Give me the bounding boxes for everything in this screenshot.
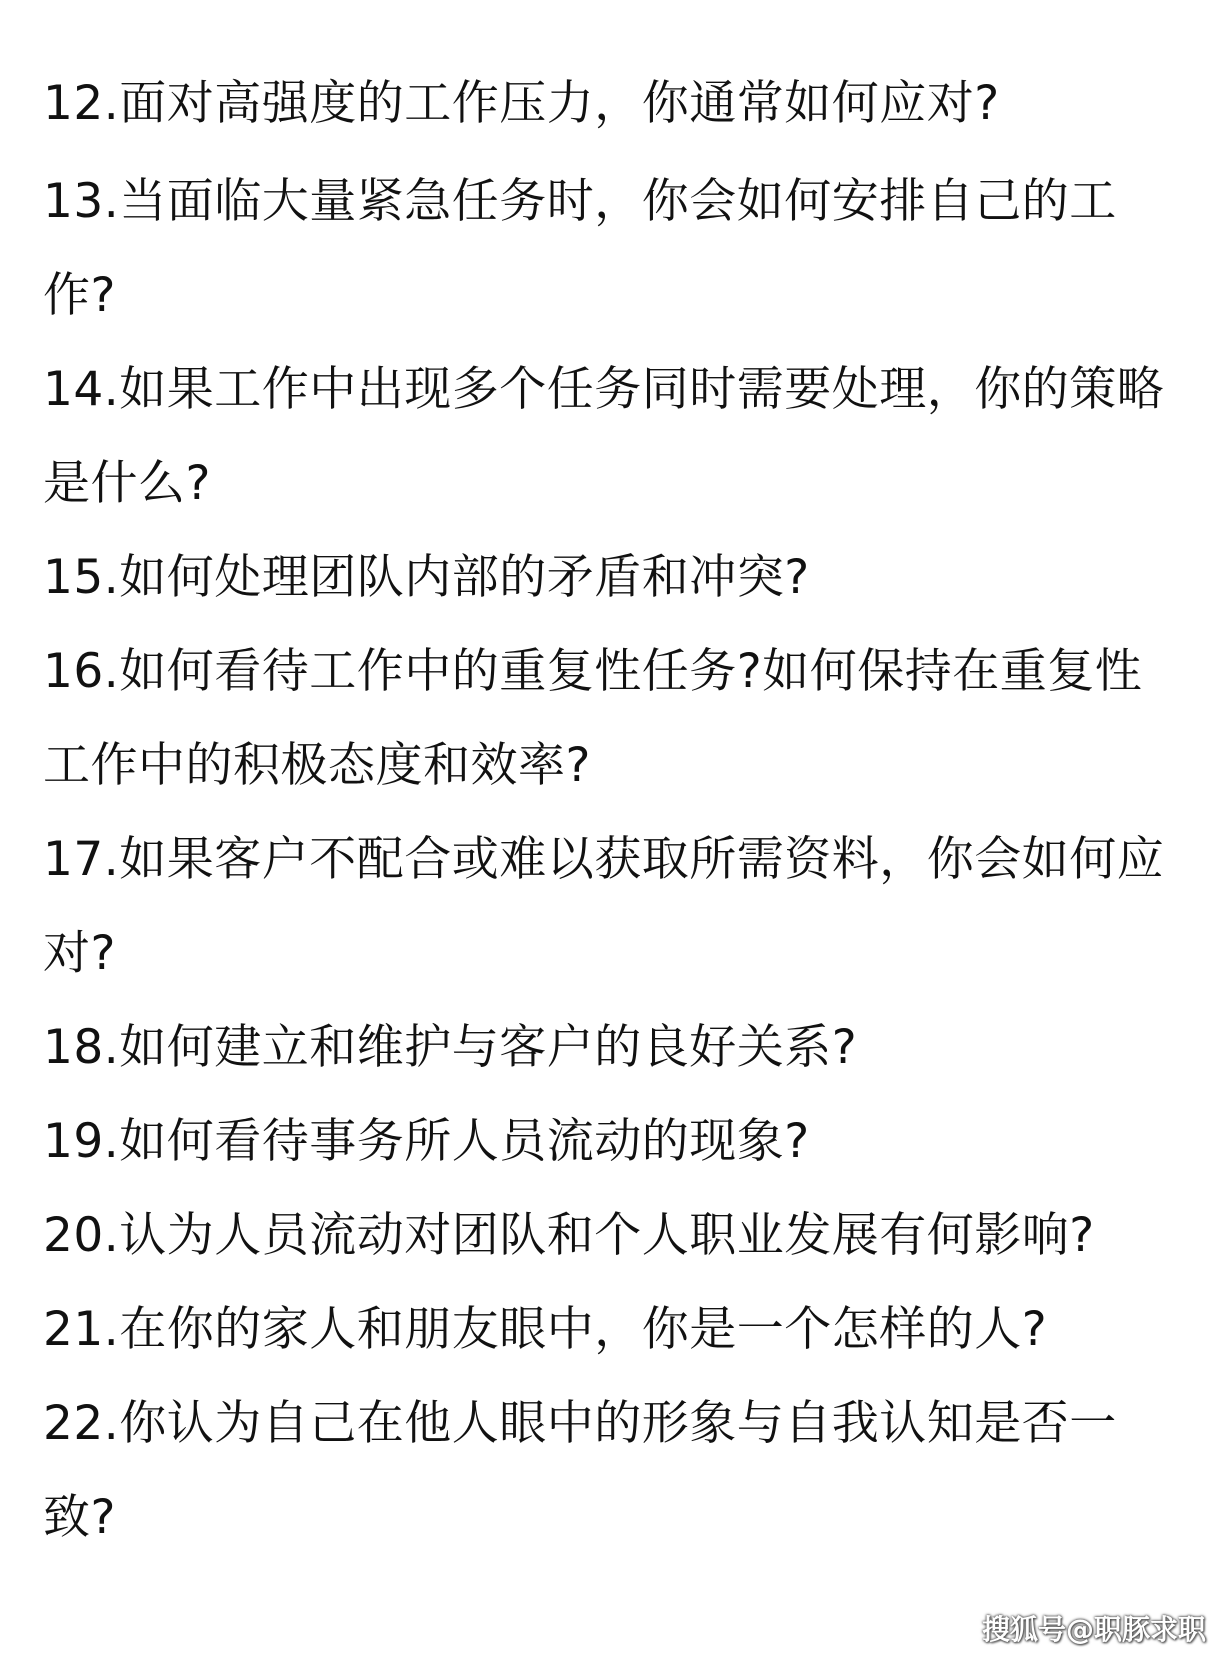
question-18-line: 18.如何建立和维护与客户的良好关系? — [43, 1020, 858, 1075]
source-watermark: 搜狐号@职豚求职 — [981, 1613, 1206, 1646]
question-13-line-1: 13.当面临大量紧急任务时，你会如何安排自己的工 — [43, 174, 1117, 229]
question-17-line-2: 对? — [43, 926, 116, 981]
question-22-line-2: 致? — [43, 1490, 116, 1545]
question-19-line: 19.如何看待事务所人员流动的现象? — [43, 1114, 810, 1169]
question-20-line: 20.认为人员流动对团队和个人职业发展有何影响? — [43, 1208, 1095, 1263]
question-14-line-2: 是什么? — [43, 456, 211, 511]
question-21-line: 21.在你的家人和朋友眼中，你是一个怎样的人? — [43, 1302, 1048, 1357]
question-12-line: 12.面对高强度的工作压力，你通常如何应对? — [43, 76, 1000, 131]
question-22-line-1: 22.你认为自己在他人眼中的形象与自我认知是否一 — [43, 1396, 1117, 1451]
question-16-line-1: 16.如何看待工作中的重复性任务?如何保持在重复性 — [43, 644, 1143, 699]
question-14-line-1: 14.如果工作中出现多个任务同时需要处理，你的策略 — [43, 362, 1165, 417]
question-16-line-2: 工作中的积极态度和效率? — [43, 738, 591, 793]
question-17-line-1: 17.如果客户不配合或难以获取所需资料，你会如何应 — [43, 832, 1165, 887]
question-13-line-2: 作? — [43, 268, 116, 323]
question-15-line: 15.如何处理团队内部的矛盾和冲突? — [43, 550, 810, 605]
